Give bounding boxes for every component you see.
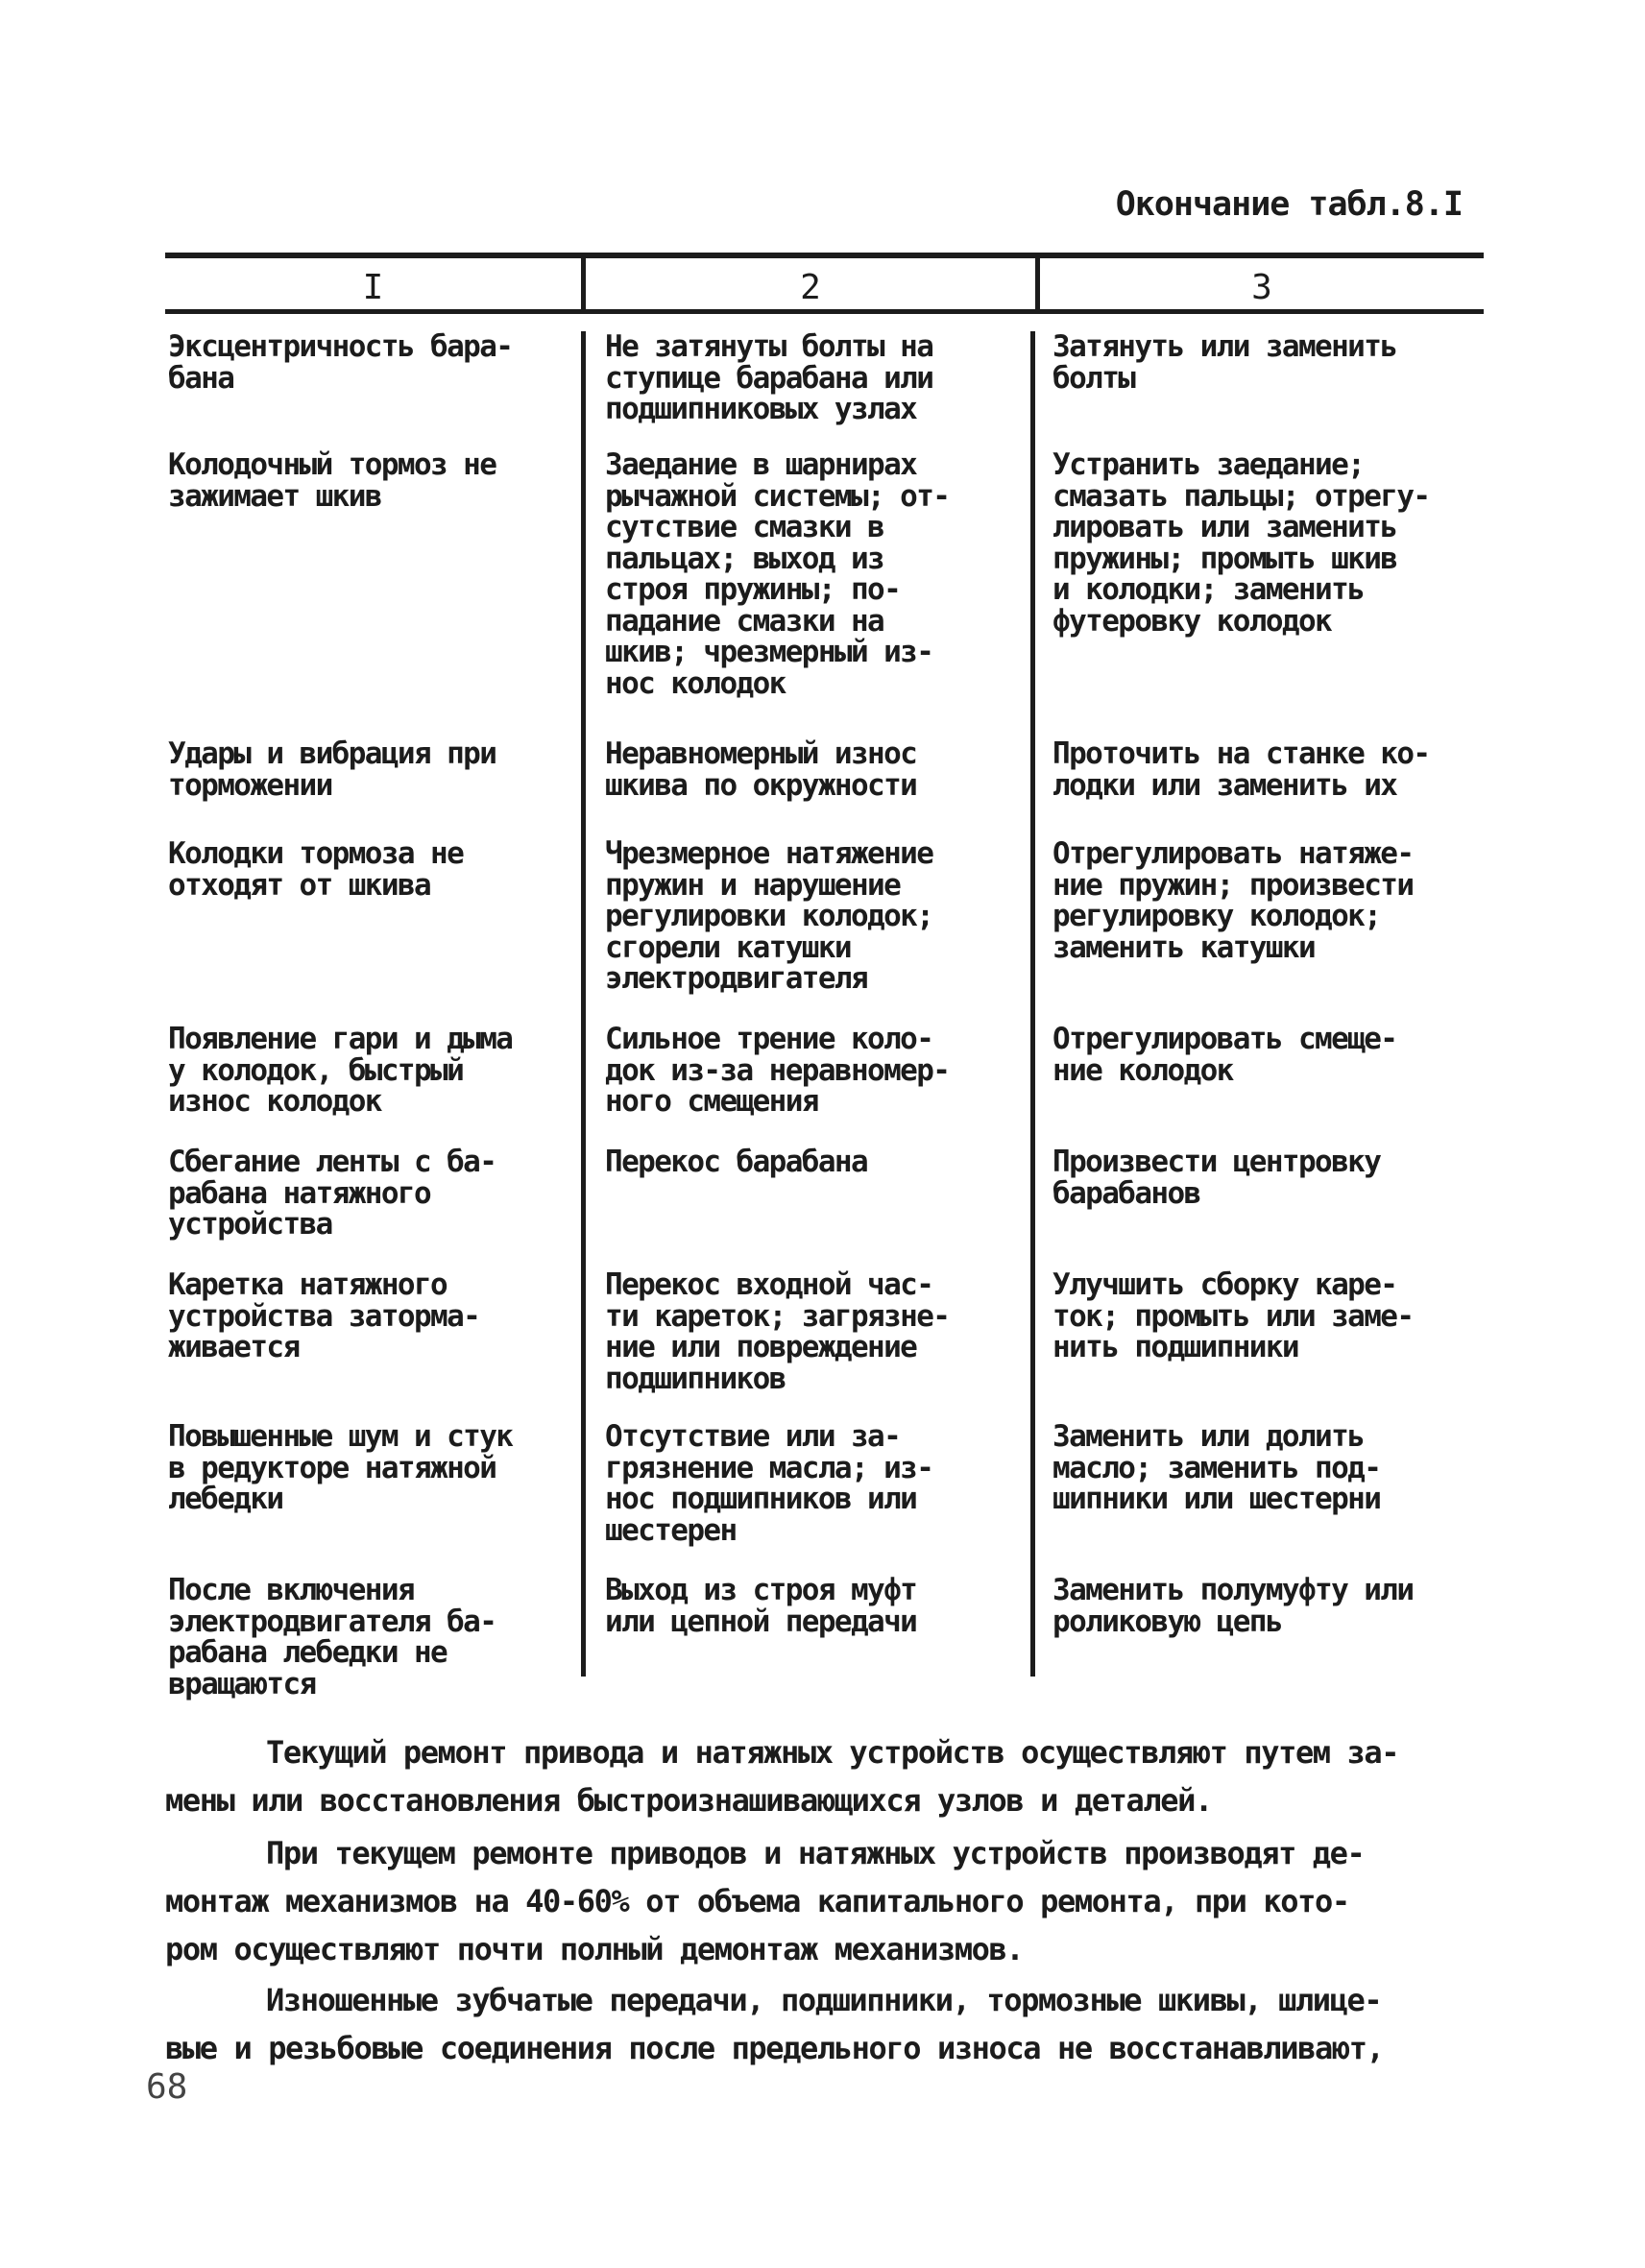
fault-cell: Каретка натяжного устройства заторма- живается — [168, 1267, 480, 1364]
fault-cell: Появление гари и дыма у колодок, быстрый износ колодок — [168, 1022, 513, 1119]
body-paragraph: Изношенные зубчатые передачи, подшипники, тормозные шкивы, шлице- вые и резьбовые соединения после предельного износа не восстанавливают, — [165, 1982, 1384, 2066]
remedy-cell: Отрегулировать смеще- ние колодок — [1052, 1022, 1397, 1088]
table-row — [165, 1421, 1484, 1575]
table-row — [165, 310, 1484, 449]
fault-cell: Удары и вибрация при торможении — [168, 736, 496, 803]
column-header-3: 3 — [1251, 268, 1272, 307]
table-caption: Окончание табл.8.I — [1115, 185, 1463, 224]
cause-cell: Неравномерный износ шкива по окружности — [581, 738, 1035, 838]
remedy-cell: Произвести центровку барабанов — [1052, 1145, 1381, 1211]
fault-cell: Повышенные шум и стук в редукторе натяжной лебедки — [168, 1419, 513, 1516]
body-paragraph: При текущем ремонте приводов и натяжных устройств производят де- монтаж механизмов на 40-60% от объема капитального ремонта, при кото- ром осуществляют почти полный демонтаж механизмов. — [165, 1835, 1365, 1967]
remedy-cell: Отрегулировать натяже- ние пружин; произвести регулировку колодок; заменить катушки — [1052, 836, 1414, 965]
page-number: 68 — [146, 2067, 188, 2107]
remedy-cell: Затянуть или заменить болты — [1052, 329, 1397, 396]
troubleshooting-table — [165, 253, 1484, 1711]
remedy-cell: Заменить полумуфту или роликовую цепь — [1052, 1573, 1414, 1639]
remedy-cell: Улучшить сборку каре- ток; промыть или заме- нить подшипники — [1052, 1267, 1414, 1364]
cause-cell: Перекос входной час- ти кареток; загрязне- ние или повреждение подшипников — [581, 1269, 1035, 1421]
table-row — [165, 1024, 1484, 1146]
cause-cell: Сильное трение коло- док из-за неравномер- ного смещения — [581, 1024, 1035, 1146]
table-row — [165, 838, 1484, 1024]
cause-cell: Выход из строя муфт или цепной передачи — [581, 1575, 1035, 1677]
cause-cell: Не затянуты болты на ступице барабана или подшипниковых узлах — [581, 331, 1035, 449]
column-header-2: 2 — [586, 258, 1040, 309]
fault-cell: Колодочный тормоз не зажимает шкив — [168, 447, 496, 514]
remedy-cell: Проточить на станке ко- лодки или заменить их — [1052, 736, 1430, 803]
fault-cell: Сбегание ленты с ба- рабана натяжного устройства — [168, 1145, 496, 1242]
body-paragraph: Текущий ремонт привода и натяжных устройств осуществляют путем за- мены или восстановления быстроизнашивающихся узлов и деталей. — [165, 1734, 1399, 1819]
fault-cell: Колодки тормоза не отходят от шкива — [168, 836, 464, 903]
table-row — [165, 1573, 1484, 1701]
cause-cell: Чрезмерное натяжение пружин и нарушение регулировки колодок; сгорели катушки электродвигателя — [581, 838, 1035, 1024]
fault-cell: Эксцентричность бара- бана — [168, 329, 513, 396]
fault-cell: После включения электродвигателя ба- рабана лебедки не вращаются — [168, 1573, 496, 1701]
table-row — [165, 1146, 1484, 1269]
remedy-cell: Устранить заедание; смазать пальцы; отрегу- лировать или заменить пружины; промыть шкив и колодки; заменить футеровку колодок — [1052, 447, 1430, 639]
cause-cell: Отсутствие или за- грязнение масла; из- нос подшипников или шестерен — [581, 1421, 1035, 1575]
table-row — [165, 1269, 1484, 1421]
table-row — [165, 738, 1484, 838]
table-header-row — [165, 258, 1484, 309]
cause-cell: Перекос барабана — [581, 1146, 1035, 1269]
cause-cell: Заедание в шарнирах рычажной системы; от- сутствие смазки в пальцах; выход из строя пружины; по- падание смазки на шкив; чрезмерный из- нос колодок — [581, 449, 1035, 738]
column-header-1: I — [165, 258, 586, 309]
remedy-cell: Заменить или долить масло; заменить под- шипники или шестерни — [1052, 1419, 1381, 1516]
table-row — [165, 449, 1484, 738]
fault-cell-overflow — [165, 1677, 586, 1711]
table-row-tail — [165, 1677, 1484, 1711]
